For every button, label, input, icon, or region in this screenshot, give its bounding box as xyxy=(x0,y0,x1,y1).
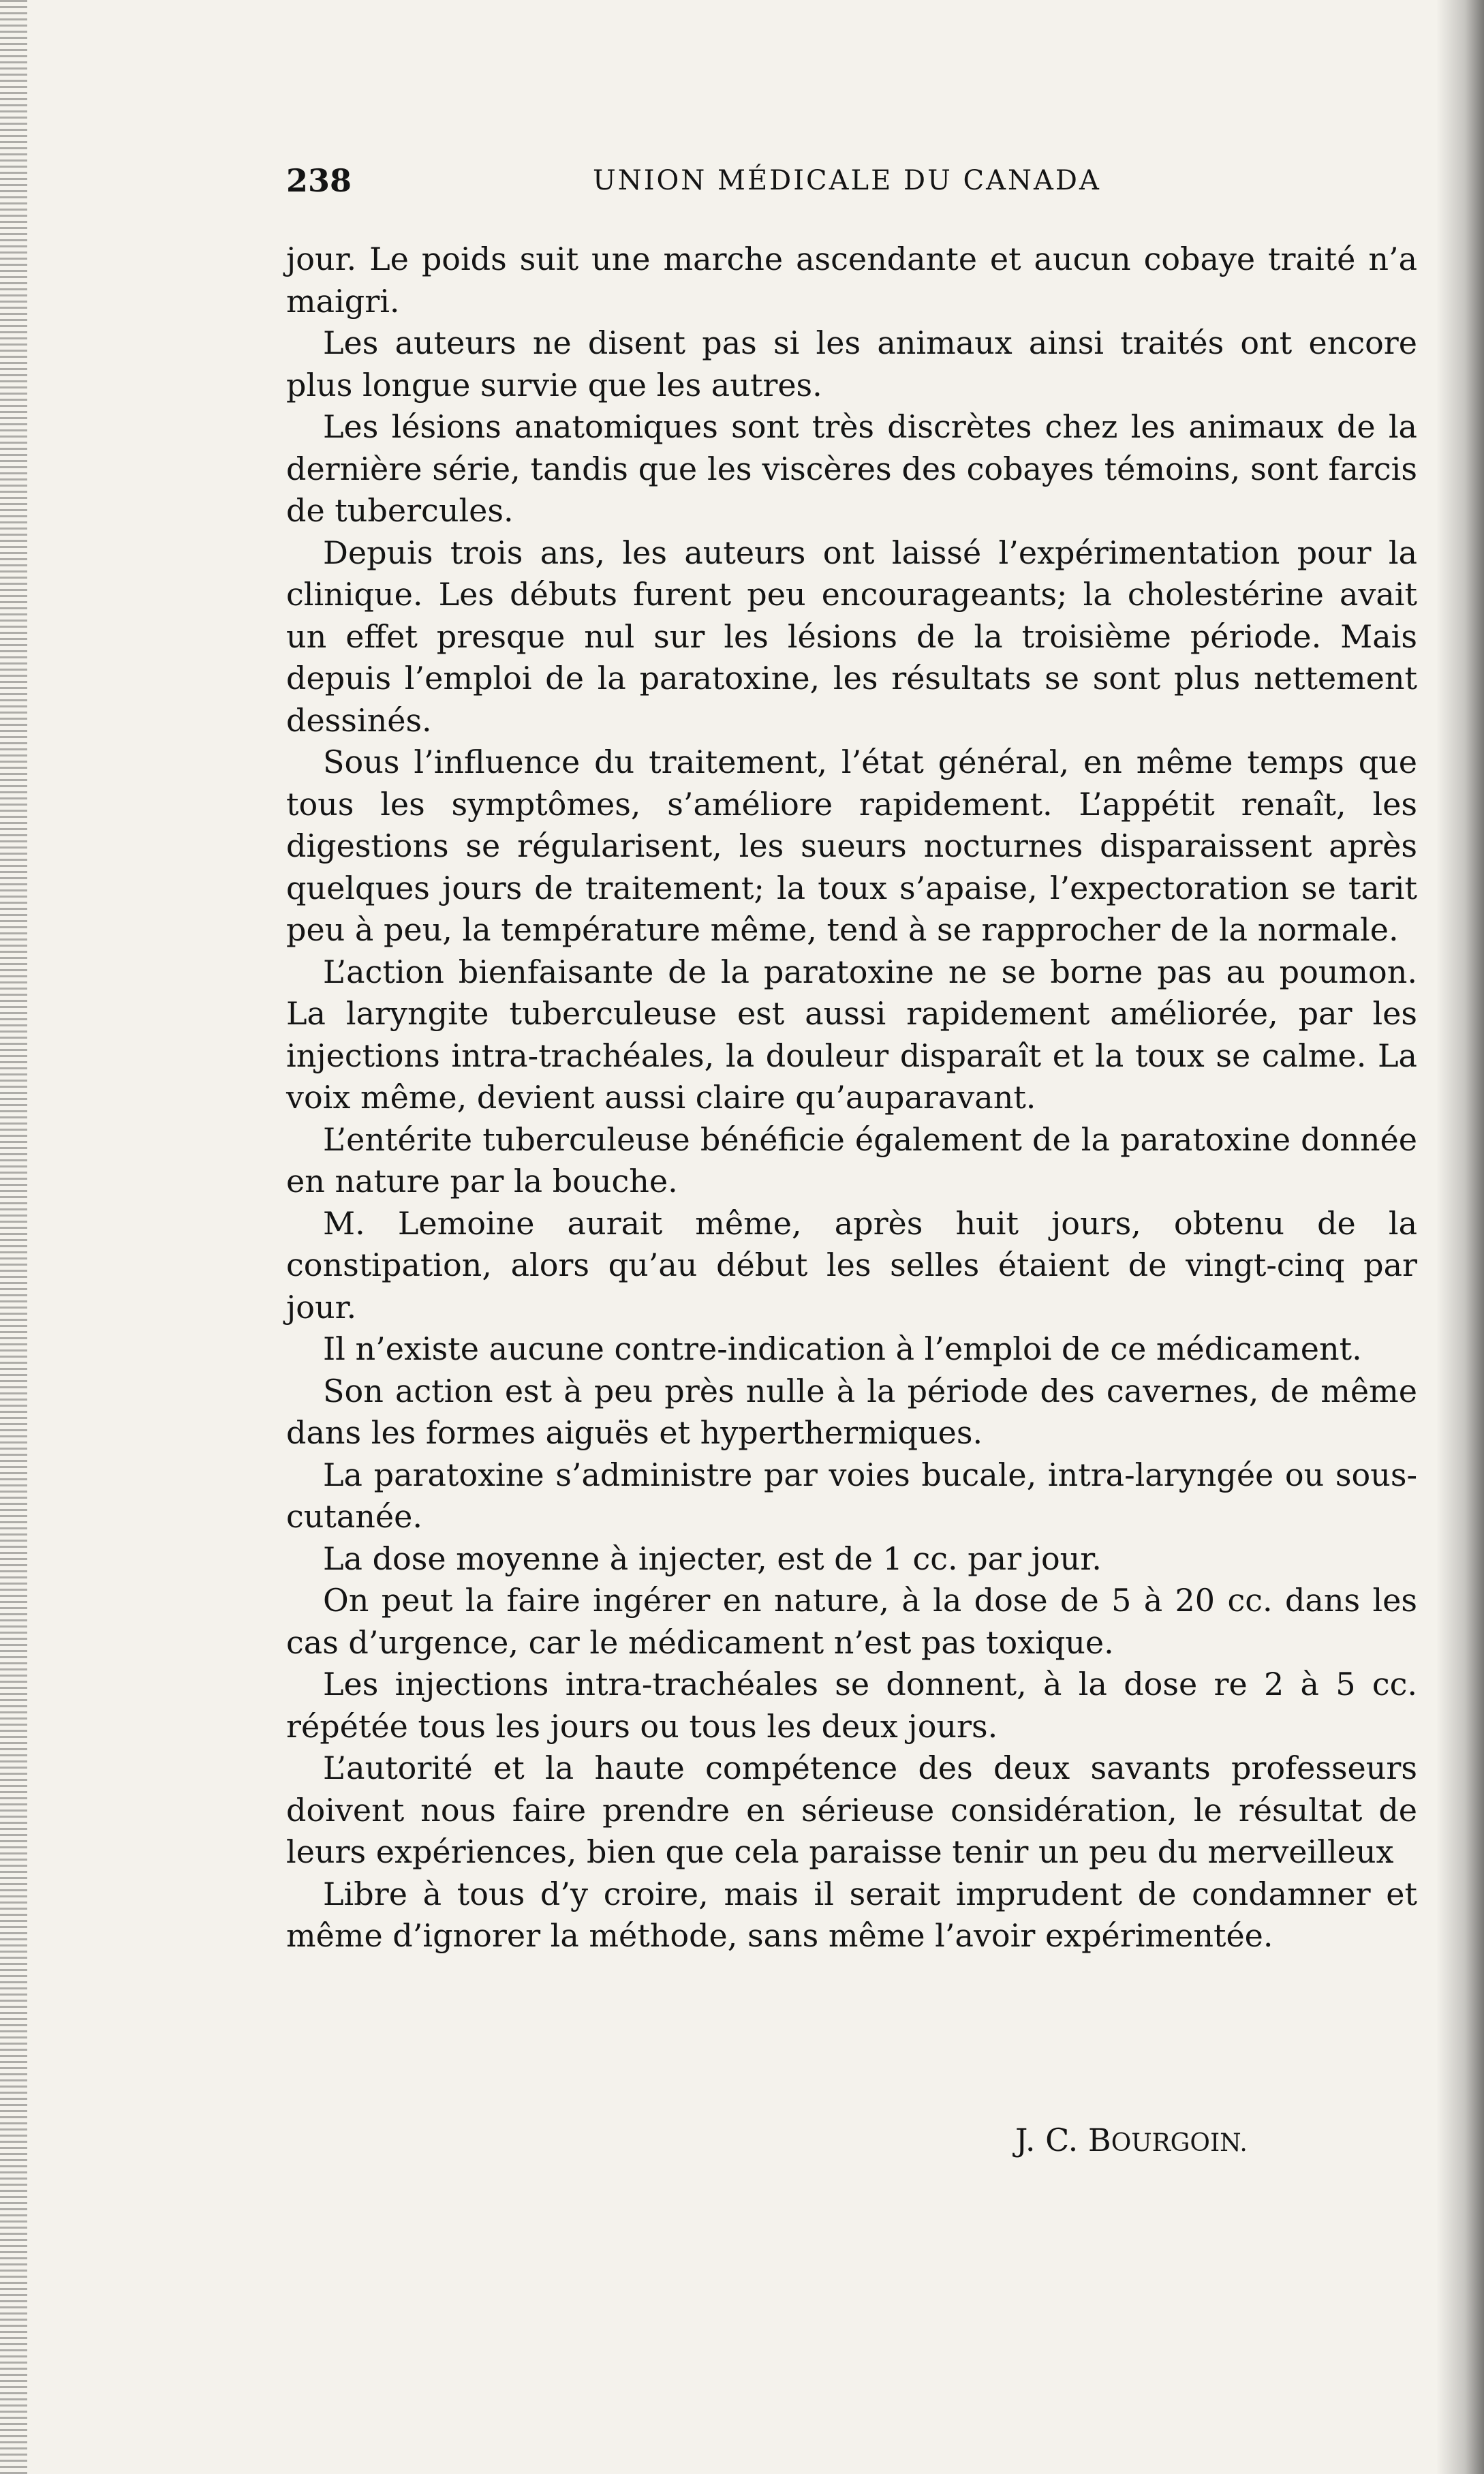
paragraph-7: L’entérite tuberculeuse bénéficie également de la paratoxine donnée en nature par la bouche. xyxy=(286,1120,1417,1200)
paragraph-16: Libre à tous d’y croire, mais il serait imprudent de condamner et même d’ignorer la méthode, sans même l’avoir expérimentée. xyxy=(286,1875,1417,1954)
paragraph-15: L’autorité et la haute compétence des deux savants professeurs doivent nous faire prendre en sérieuse considération, le résultat de leurs expériences, bien que cela paraisse tenir un peu du merveilleux xyxy=(286,1750,1417,1870)
signature-initials: J. C. B xyxy=(1015,2122,1111,2158)
article-body xyxy=(286,239,1417,1957)
right-page-shadow xyxy=(1436,0,1484,2474)
paragraph-5: Sous l’influence du traitement, l’état général, en même temps que tous les symptômes, s’améliore rapidement. L’appétit renaît, les digestions se régularisent, les sueurs nocturnes disparaissent après quelques jours de traitement; la toux s’apaise, l’expectoration se tarit peu à peu, la température même, tend à se rapprocher de la normale. xyxy=(286,744,1417,948)
page-number: 238 xyxy=(286,162,352,199)
paragraph-10: Son action est à peu près nulle à la période des cavernes, de même dans les formes aiguës et hyperthermiques. xyxy=(286,1372,1417,1451)
paragraph-6: L’action bienfaisante de la paratoxine ne se borne pas au poumon. La laryngite tuberculeuse est aussi rapidement améliorée, par les injections intra-trachéales, la douleur disparaît et la toux se calme. La voix même, devient aussi claire qu’auparavant. xyxy=(286,953,1417,1116)
paragraph-8: M. Lemoine aurait même, après huit jours, obtenu de la constipation, alors qu’au début les selles étaient de vingt-cinq par jour. xyxy=(286,1204,1417,1326)
signature-surname: OURGOIN. xyxy=(1111,2129,1248,2157)
page-header xyxy=(286,157,1444,204)
paragraph-4: Depuis trois ans, les auteurs ont laissé l’expérimentation pour la clinique. Les débuts furent peu encourageants; la cholestérine avait un effet presque nul sur les lésions de la troisième période. Mais depuis l’emploi de la paratoxine, les résultats se sont plus nettement dessinés. xyxy=(286,534,1417,739)
paragraph-13: On peut la faire ingérer en nature, à la dose de 5 à 20 cc. dans les cas d’urgence, car le médicament n’est pas toxique. xyxy=(286,1582,1417,1661)
paragraph-3: Les lésions anatomiques sont très discrètes chez les animaux de la dernière série, tandis que les viscères des cobayes témoins, sont farcis de tubercules. xyxy=(286,408,1417,529)
running-head: UNION MÉDICALE DU CANADA xyxy=(593,165,1101,196)
left-page-edge xyxy=(0,0,27,2474)
paragraph-12: La dose moyenne à injecter, est de 1 cc. par jour. xyxy=(323,1540,1102,1577)
paragraph-11: La paratoxine s’administre par voies bucale, intra-laryngée ou sous-cutanée. xyxy=(286,1456,1417,1535)
paragraph-9: Il n’existe aucune contre-indication à l’emploi de ce médicament. xyxy=(323,1330,1362,1367)
paragraph-14: Les injections intra-trachéales se donnent, à la dose re 2 à 5 cc. répétée tous les jours ou tous les deux jours. xyxy=(286,1666,1417,1745)
author-signature xyxy=(1015,2120,1248,2165)
paragraph-1: jour. Le poids suit une marche ascendante et aucun cobaye traité n’a maigri. xyxy=(286,241,1417,320)
paragraph-2: Les auteurs ne disent pas si les animaux ainsi traités ont encore plus longue survie que les autres. xyxy=(286,324,1417,403)
